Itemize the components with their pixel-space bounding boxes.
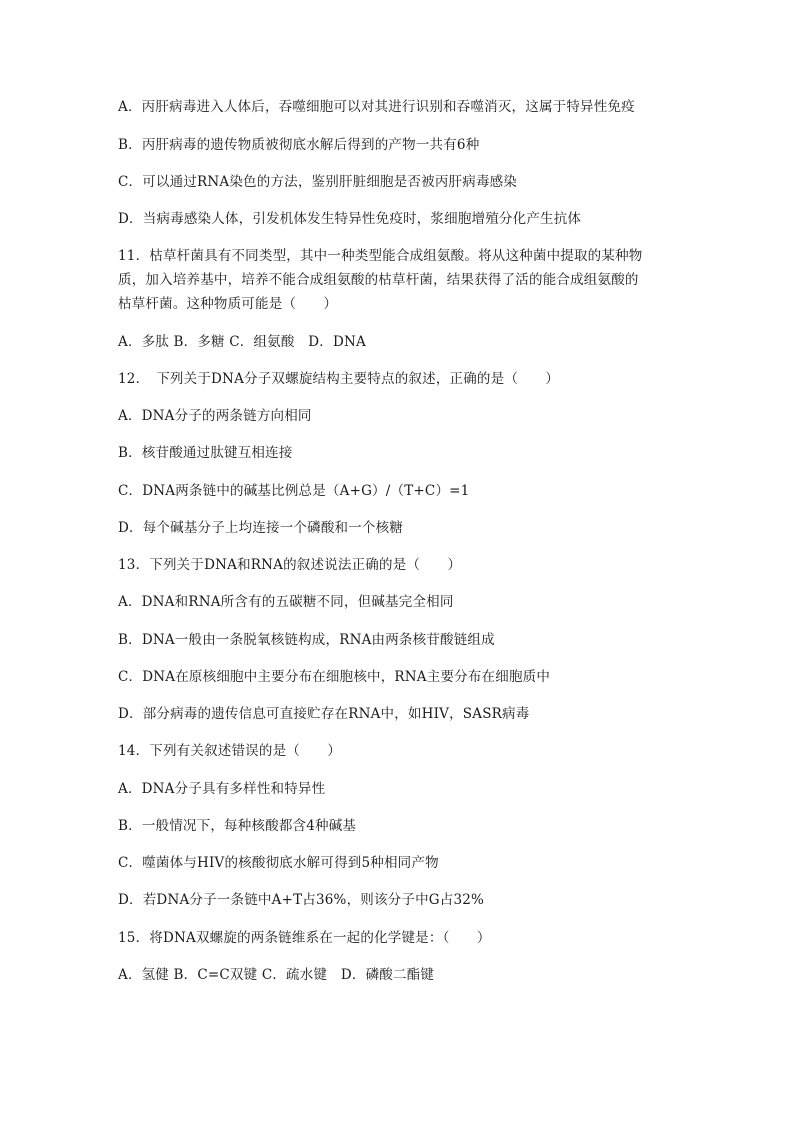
q10-option-d: D．当病毒感染人体，引发机体发生特异性免疫时，浆细胞增殖分化产生抗体 <box>118 211 582 227</box>
q13-option-d: D．部分病毒的遗传信息可直接贮存在RNA中，如HIV，SASR病毒 <box>118 706 530 722</box>
q11-stem-line-2: 质，加入培养基中，培养不能合成组氨酸的枯草杆菌，结果获得了活的能合成组氨酸的 <box>118 272 639 288</box>
q10-option-a: A．丙肝病毒进入人体后，吞噬细胞可以对其进行识别和吞噬消灭，这属于特异性免疫 <box>118 99 635 115</box>
q13-option-a: A．DNA和RNA所含有的五碳糖不同，但碱基完全相同 <box>118 594 454 610</box>
q13-option-b: B．DNA一般由一条脱氧核链构成，RNA由两条核苷酸链组成 <box>118 632 495 648</box>
q15-stem: 15．将DNA双螺旋的两条链维系在一起的化学键是：（ ） <box>118 930 491 946</box>
q13-stem: 13．下列关于DNA和RNA的叙述说法正确的是（ ） <box>118 557 462 573</box>
q12-option-c: C．DNA两条链中的碱基比例总是（A+G）/（T+C）=1 <box>118 483 470 499</box>
q11-options: A．多肽 B．多糖 C．组氨酸 D．DNA <box>118 334 366 350</box>
q14-option-a: A．DNA分子具有多样性和特异性 <box>118 781 326 797</box>
q12-stem: 12． 下列关于DNA分子双螺旋结构主要特点的叙述，正确的是（ ） <box>118 371 560 387</box>
q10-option-c: C．可以通过RNA染色的方法，鉴别肝脏细胞是否被丙肝病毒感染 <box>118 174 518 190</box>
q13-option-c: C．DNA在原核细胞中主要分布在细胞核中，RNA主要分布在细胞质中 <box>118 669 551 685</box>
q15-options: A．氢健 B．C=C双键 C．疏水键 D．磷酸二酯键 <box>118 967 435 983</box>
q12-option-d: D．每个碱基分子上均连接一个磷酸和一个核糖 <box>118 520 404 536</box>
q11-stem-line-3: 枯草杆菌。这种物质可能是（ ） <box>118 296 338 312</box>
q12-option-b: B．核苷酸通过肽键互相连接 <box>118 445 293 461</box>
q14-stem: 14．下列有关叙述错误的是（ ） <box>118 743 342 759</box>
q12-option-a: A．DNA分子的两条链方向相同 <box>118 408 312 424</box>
q14-option-c: C．噬菌体与HIV的核酸彻底水解可得到5种相同产物 <box>118 855 439 871</box>
q11-stem-line-1: 11．枯草杆菌具有不同类型，其中一种类型能合成组氨酸。将从这种菌中提取的某种物 <box>118 248 643 264</box>
q14-option-d: D．若DNA分子一条链中A+T占36%，则该分子中G占32% <box>118 892 485 908</box>
q10-option-b: B．丙肝病毒的遗传物质被彻底水解后得到的产物一共有6种 <box>118 137 480 153</box>
q14-option-b: B．一般情况下，每种核酸都含4种碱基 <box>118 818 357 834</box>
